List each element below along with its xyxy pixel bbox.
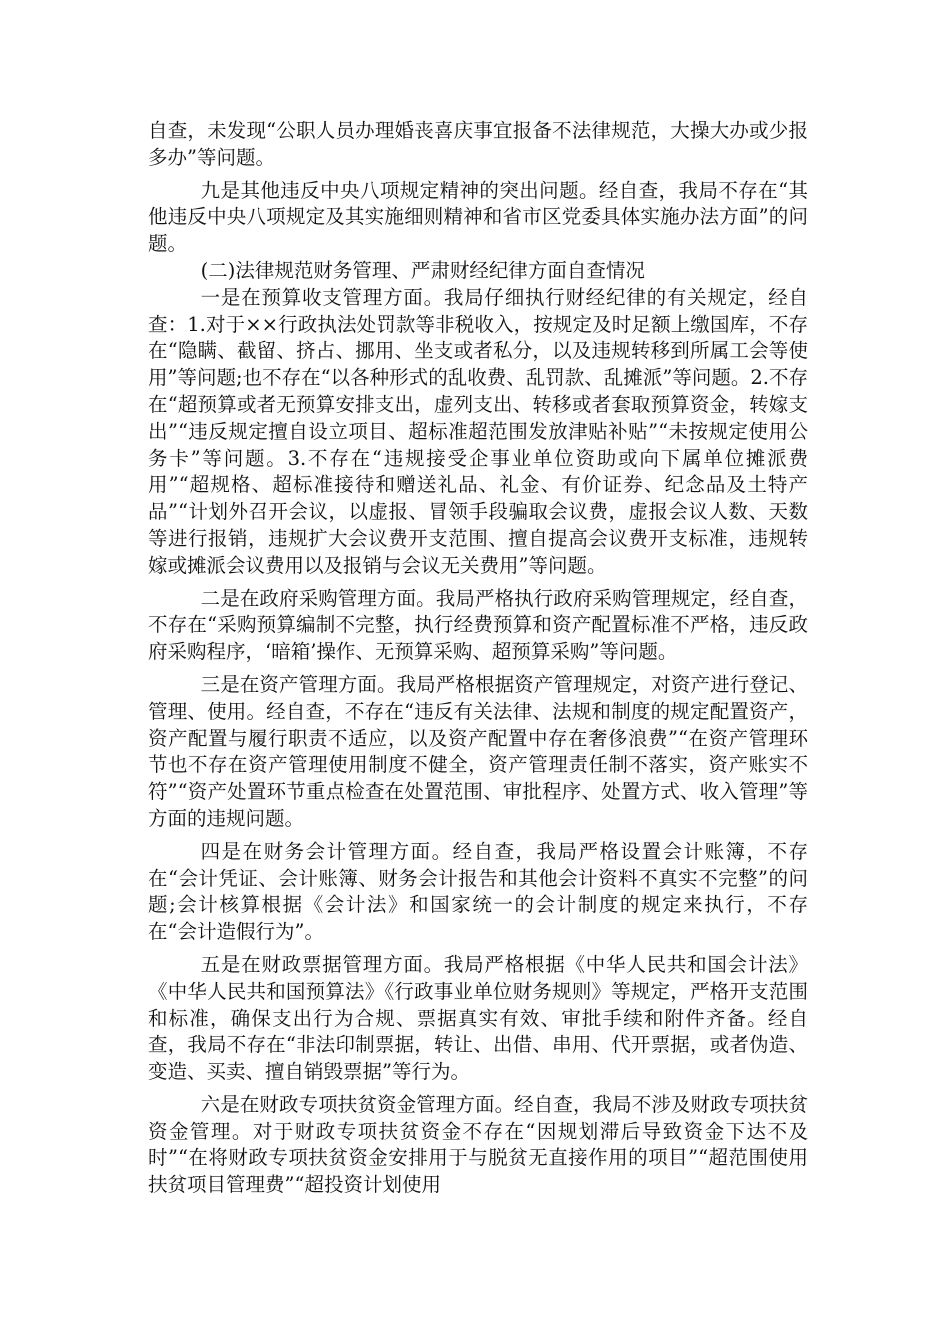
- section-heading-2: (二)法律规范财务管理、严肃财经纪律方面自查情况: [200, 258, 645, 282]
- paragraph-budget: 一是在预算收支管理方面。我局仔细执行财经纪律的有关规定，经自查：1.对于××行政执法处罚款等非税收入，按规定及时足额上缴国库，不存在“隐瞒、截留、挤占、挪用、坐支或者私分，以及违规转移到所属工会等使用”等问题;也不存在“以各种形式的乱收费、乱罚款、乱摊派”等问题。2.不存在“超预算或者无预算安排支出，虚列支出、转移或者套取预算资金，转嫁支出”“违反规定擅自设立项目、超标准超范围发放津贴补贴”“未按规定使用公务卡”等问题。3.不存在“违规接受企事业单位资助或向下属单位摊派费用”“超规格、超标准接待和赠送礼品、礼金、有价证券、纪念品及土特产品”“计划外召开会议，以虚报、冒领手段骗取会议费，虚报会议人数、天数等进行报销，违规扩大会议费开支范围、擅自提高会议费开支标准，违规转嫁或摊派会议费用以及报销与会议无关费用”等问题。: [148, 285, 808, 577]
- paragraph-item-9: 九是其他违反中央八项规定精神的突出问题。经自查，我局不存在“其他违反中央八项规定及其实施细则精神和省市区党委具体实施办法方面”的问题。: [148, 178, 808, 256]
- paragraph-procurement: 二是在政府采购管理方面。我局严格执行政府采购管理规定，经自查，不存在“采购预算编制不完整，执行经费预算和资产配置标准不严格，违反政府采购程序，‘暗箱’操作、无预算采购、超预算采购”等问题。: [148, 586, 808, 664]
- paragraph-assets: 三是在资产管理方面。我局严格根据资产管理规定，对资产进行登记、管理、使用。经自查，不存在“违反有关法律、法规和制度的规定配置资产，资产配置与履行职责不适应，以及资产配置中存在奢侈浪费”“在资产管理环节也不存在资产管理使用制度不健全，资产管理责任制不落实，资产账实不符”“资产处置环节重点检查在处置范围、审批程序、处置方式、收入管理”等方面的违规问题。: [148, 672, 808, 830]
- paragraph-continuation: 自查，未发现“公职人员办理婚丧喜庆事宜报备不法律规范，大操大办或少报多办”等问题。: [148, 119, 808, 169]
- document-body: [148, 118, 808, 1199]
- paragraph-receipts: 五是在财政票据管理方面。我局严格根据《中华人民共和国会计法》《中华人民共和国预算法》《行政事业单位财务规则》等规定，严格开支范围和标准，确保支出行为合规、票据真实有效、审批手续和附件齐备。经自查，我局不存在“非法印制票据，转让、出借、串用、代开票据，或者伪造、变造、买卖、擅自销毁票据”等行为。: [148, 952, 808, 1084]
- paragraph-accounting: 四是在财务会计管理方面。经自查，我局严格设置会计账簿，不存在“会计凭证、会计账簿、财务会计报告和其他会计资料不真实不完整”的问题;会计核算根据《会计法》和国家统一的会计制度的规定来执行，不存在“会计造假行为”。: [148, 839, 808, 944]
- paragraph-poverty-funds: 六是在财政专项扶贫资金管理方面。经自查，我局不涉及财政专项扶贫资金管理。对于财政专项扶贫资金不存在“因规划滞后导致资金下达不及时”“在将财政专项扶贫资金安排用于与脱贫无直接作用的项目”“超范围使用扶贫项目管理费”“超投资计划使用: [148, 1092, 808, 1197]
